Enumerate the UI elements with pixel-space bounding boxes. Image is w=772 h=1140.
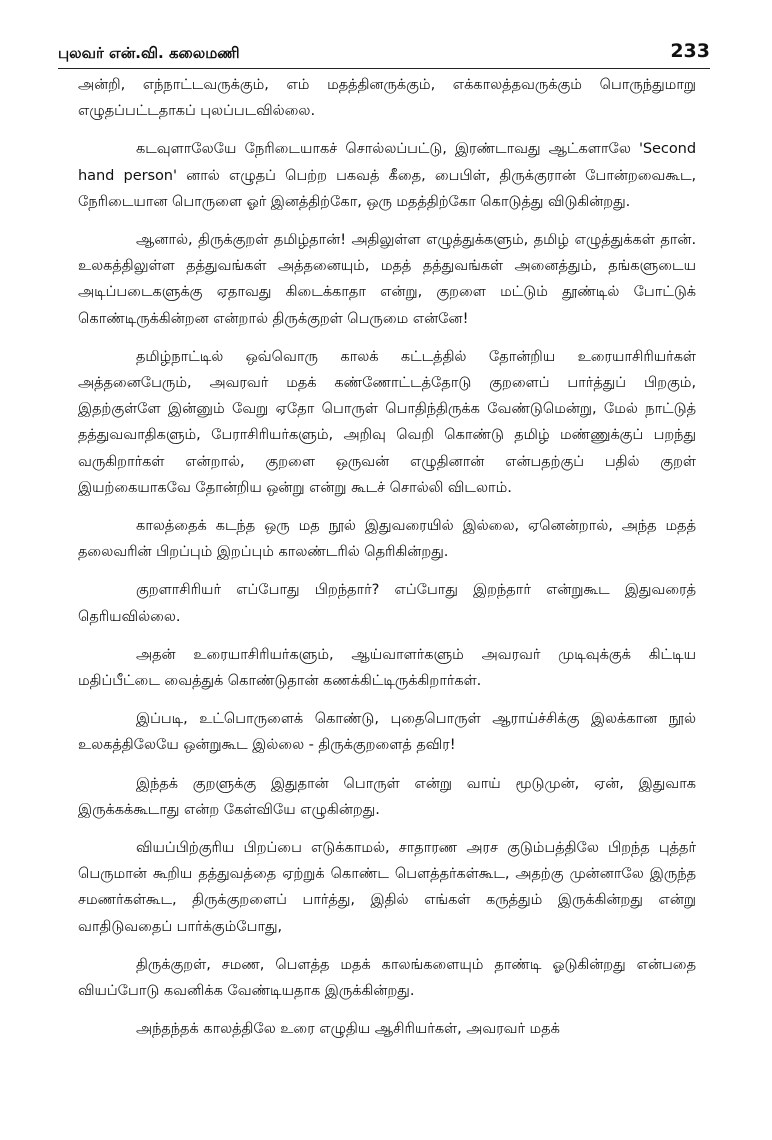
paragraph: இப்படி, உட்பொருளைக் கொண்டு, புதைபொருள் ஆராய்ச்சிக்கு இலக்கான நூல் உலகத்திலேயே ஒன்றுகூட இல்லை - திருக்குறளைத் தவிர! (78, 710, 696, 754)
paragraph: வியப்பிற்குரிய பிறப்பை எடுக்காமல், சாதாரண அரச குடும்பத்திலே பிறந்த புத்தர் பெருமான் கூறிய தத்துவத்தை ஏற்றுக் கொண்ட பௌத்தர்கள்கூட, அதற்கு முன்னாலே இருந்த சமணர்கள்கூட, திருக்குறளைப் பார்த்து, இதில் எங்கள் கருத்தும் இருக்கின்றது என்று வாதிடுவதைப் பார்க்கும்போது, (78, 839, 696, 935)
paragraph: திருக்குறள், சமண, பௌத்த மதக் காலங்களையும் தாண்டி ஓடுகின்றது என்பதை வியப்போடு கவனிக்க வேண்டியதாக இருக்கின்றது. (78, 955, 696, 1000)
paragraph: இந்தக் குறளுக்கு இதுதான் பொருள் என்று வாய் மூடுமுன், ஏன், இதுவாக இருக்கக்கூடாது என்ற கேள்வியே எழுகின்றது. (78, 774, 696, 818)
paragraph: கடவுளாலேயே நேரிடையாகச் சொல்லப்பட்டு, இரண்டாவது ஆட்களாலே 'Second hand person' னால் எழுதப் பெற்ற பகவத் கீதை, பைபிள், திருக்குரான் போன்றவைகூட, நேரிடையான பொருளை ஓர் இனத்திற்கோ, ஒரு மதத்திற்கோ கொடுத்து விடுகின்றது. (78, 140, 696, 210)
paragraph: குறளாசிரியர் எப்போது பிறந்தார்? எப்போது இறந்தார் என்றுகூட இதுவரைத் தெரியவில்லை. (78, 581, 696, 625)
paragraph: அதன் உரையாசிரியர்களும், ஆய்வாளர்களும் அவரவர் முடிவுக்குக் கிட்டிய மதிப்பீட்டை வைத்துக் கொண்டுதான் கணக்கிட்டிருக்கிறார்கள். (78, 645, 696, 690)
paragraph: ஆனால், திருக்குறள் தமிழ்தான்! அதிலுள்ள எழுத்துக்களும், தமிழ் எழுத்துக்கள் தான். உலகத்திலுள்ள தத்துவங்கள் அத்தனையும், மதத் தத்துவங்கள் அனைத்தும், தங்களுடைய அடிப்படைகளுக்கு ஏதாவது கிடைக்காதா என்று, குறளை மட்டும் தூண்டில் போட்டுக் கொண்டிருக்கின்றன என்றால் திருக்குறள் பெருமை என்னே! (78, 231, 696, 327)
paragraph: அந்தந்தக் காலத்திலே உரை எழுதிய ஆசிரியர்கள், அவரவர் மதக் (136, 1020, 560, 1038)
header-rule (58, 68, 710, 69)
paragraph: தமிழ்நாட்டில் ஒவ்வொரு காலக் கட்டத்தில் தோன்றிய உரையாசிரியர்கள் அத்தனைபேரும், அவரவர் மதக் கண்ணோட்டத்தோடு குறளைப் பார்த்துப் பிறகும், இதற்குள்ளே இன்னும் வேறு ஏதோ பொருள் பொதிந்திருக்க வேண்டுமென்று, மேல் நாட்டுத் தத்துவவாதிகளும், பேராசிரியர்களும், அறிவு வெறி கொண்டு தமிழ் மண்ணுக்குப் பறந்து வருகிறார்கள் என்றால், குறளை ஒருவன் எழுதினான் என்பதற்குப் பதில் குறள் இயற்கையாகவே தோன்றிய ஒன்று என்று கூடச் சொல்லி விடலாம். (78, 347, 696, 496)
running-title: புலவர் என்.வி. கலைமணி (58, 44, 240, 62)
paragraph: காலத்தைக் கடந்த ஒரு மத நூல் இதுவரையில் இல்லை, ஏனென்றால், அந்த மதத் தலைவரின் பிறப்பும் இறப்பும் காலண்டரில் தெரிகின்றது. (78, 517, 696, 561)
page-header (58, 38, 710, 66)
page-number: 233 (670, 40, 710, 62)
paragraph: அன்றி, எந்நாட்டவருக்கும், எம் மதத்தினருக்கும், எக்காலத்தவருக்கும் பொருந்துமாறு எழுதப்பட்டதாகப் புலப்படவில்லை. (78, 76, 696, 120)
body-text (78, 72, 696, 1055)
